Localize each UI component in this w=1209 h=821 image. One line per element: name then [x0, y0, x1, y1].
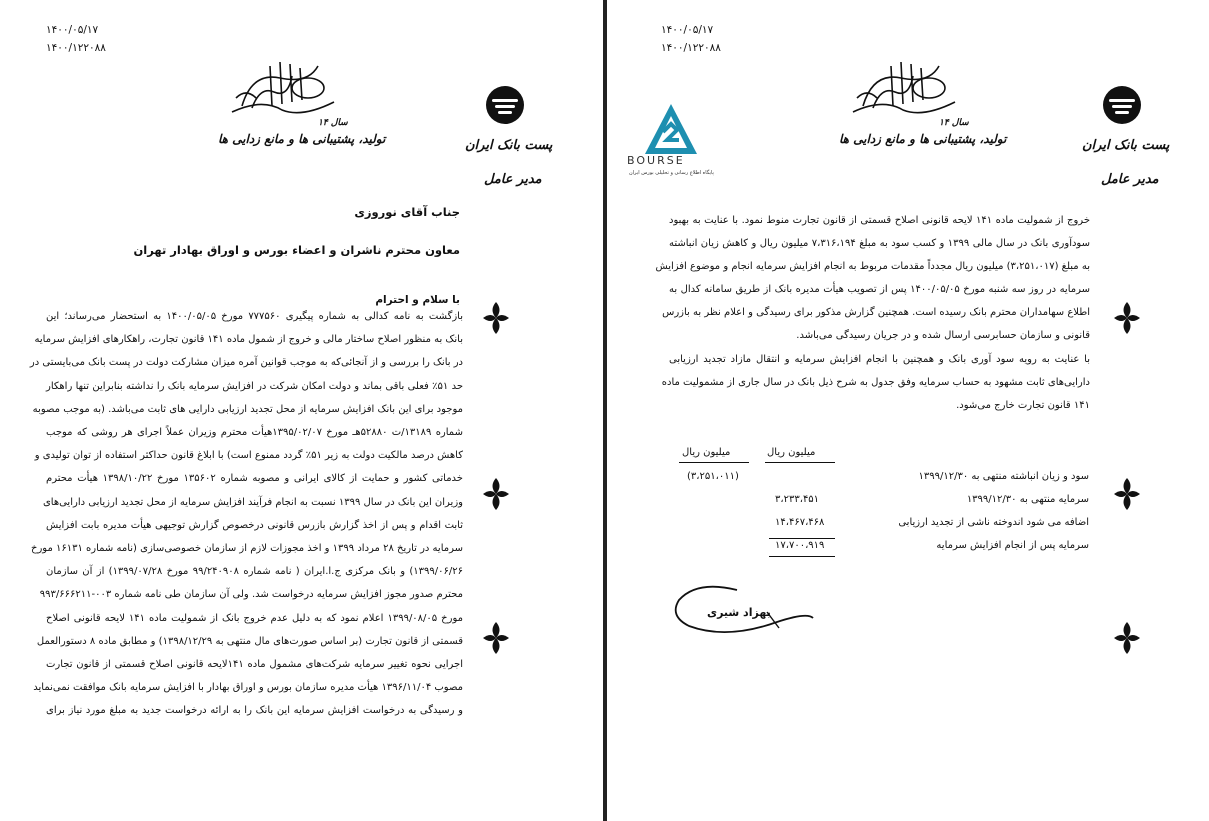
table-header-underline — [679, 462, 749, 463]
table-cell-col1: ۱۷،۷۰۰،۹۱۹ — [775, 540, 825, 551]
table-cell-col1: ۱۴،۴۶۷،۴۶۸ — [775, 517, 825, 528]
body-line: ثابت اقدام و پس از اخذ گزارش بازرس قانونی درخصوص گزارش توجیهی هیأت مدیره بابت افزایش — [46, 519, 463, 531]
body-line: ۱۳۹۹/۰۶/۲۶) و بانک مرکزی ج.ا.ایران ( نامه شماره ۹۹/۲۴۰۹۰۸ مورخ ۱۳۹۹/۰۷/۲۸) از آن سازمان — [46, 566, 463, 578]
calligraphy-emblem-icon — [222, 58, 342, 120]
table-total-underline — [769, 556, 835, 557]
year-slogan-label: سال ۱۴ — [939, 118, 969, 128]
body-line: بانک به منظور اصلاح ساختار مالی و خروج از شمول ماده ۱۴۱ قانون تجارت، راهکارهای افزایش سرمایه — [34, 334, 463, 346]
calligraphy-emblem-icon — [843, 58, 963, 120]
letter-page-2 — [607, 0, 1209, 821]
ornament-icon — [1112, 300, 1142, 336]
body-line: به مبلغ (۳،۲۵۱،۰۱۷) میلیون ریال مجدداً مقدمات مربوط به انجام افزایش سرمایه انجام و موضوع افزایش — [655, 261, 1090, 272]
body-line: مورخ ۱۳۹۹/۰۸/۰۵ اعلام نمود که به دلیل عدم خروج بانک از شمولیت ماده ۱۴۱ لایحه قانونی اصلاح — [46, 612, 463, 624]
year-slogan-label: سال ۱۴ — [318, 118, 348, 128]
letter-number: ۱۴۰۰/۱۲۲۰۸۸ — [661, 42, 721, 54]
body-line: با عنایت به رویه سود آوری بانک و همچنین با انجام افزایش سرمایه و انتقال مازاد تجدید ارزیابی — [669, 354, 1090, 365]
bourse-logo-subtitle: پایگاه اطلاع رسانی و تحلیلی بورس ایران — [629, 170, 714, 176]
ornament-icon — [1112, 620, 1142, 656]
table-row-label: سرمایه پس از انجام افزایش سرمایه — [936, 540, 1089, 551]
addressee-name: جناب آقای نوروزی — [354, 205, 460, 219]
body-line: شماره ۱۳۱۸۹/ت ۵۲۸۸۰هـ مورخ ۱۳۹۵/۰۲/۰۷هیأت محترم وزیران عملاً اجرای هر روشی که موجب — [46, 427, 463, 438]
body-line: کاهش درصد مالکیت دولت به زیر ۵۱٪ گردد ممنوع است) با ابلاغ قانون حداکثر استفاده از توان تولیدی و — [34, 450, 463, 462]
org-name: پست بانک ایران — [465, 138, 553, 153]
letter-number: ۱۴۰۰/۱۲۲۰۸۸ — [46, 42, 106, 54]
body-line: دارایی‌های ثابت مشهود به حساب سرمایه وفق جدول به شرح ذیل بانک در سال جاری از مشمولیت ماده — [661, 377, 1090, 388]
addressee-title: معاون محترم ناشران و اعضاء بورس و اوراق بهادار تهران — [133, 243, 460, 257]
body-line: اجرایی نحوه تغییر سرمایه شرکت‌های مشمول ماده ۱۴۱لایحه قانونی اصلاح قسمتی از قانون تجارت — [46, 659, 463, 670]
body-line: سودآوری بانک در سال مالی ۱۳۹۹ و کسب سود به مبلغ ۷،۳۱۶،۱۹۴ میلیون ریال و کاهش زیان انباشته — [669, 238, 1090, 249]
table-total-line — [769, 538, 835, 539]
body-line: مصوب ۱۳۹۶/۱۱/۰۴ هیأت مدیره سازمان بورس و اوراق بهادار با افزایش سرمایه بانک موافقت نمی‌نماید — [33, 682, 463, 694]
body-line: سرمایه در تاریخ ۲۸ مرداد ۱۳۹۹ و اخذ مجوزات لازم از سازمان خصوصی‌سازی (نامه شماره ۱۶۱۳۱ مورخ — [31, 543, 463, 554]
body-line: موجود برای این بانک افزایش سرمایه از محل تجدید ارزیابی دارایی های ثابت می‌باشد. (به موجب مصوبه — [32, 403, 463, 415]
body-line: قسمتی از قانون تجارت (بر اساس صورت‌های مال منتهی به ۱۳۹۸/۱۲/۲۹) و مطابق ماده ۸ دستورالعمل — [36, 635, 463, 647]
body-line: خروج از شمولیت ماده ۱۴۱ لایحه قانونی اصلاح قسمتی از قانون تجارت منوط نمود. با عنایت به بهبود — [669, 215, 1090, 226]
body-line: قانونی و سازمان حسابرسی ارسال شده و در جریان رسیدگی می‌باشد. — [796, 330, 1090, 341]
post-bank-logo-icon — [1103, 86, 1141, 124]
body-line: محترم صدور مجوز افزایش سرمایه درخواست شد. ولی آن سازمان طی نامه شماره ۰۰۳-۹۹۳/۶۶۶۲۱۱ — [39, 589, 463, 601]
body-line: ۱۴۱ قانون تجارت خارج می‌شود. — [956, 400, 1090, 411]
body-line: وزیران این بانک در سال ۱۳۹۹ نسبت به انجام فرآیند افزایش سرمایه از محل تجدید ارزیابی دارایی‌های — [42, 496, 463, 508]
table-row-label: سود و زیان انباشته منتهی به ۱۳۹۹/۱۲/۳۰ — [918, 471, 1089, 482]
table-header-col2: میلیون ریال — [682, 447, 731, 458]
body-line: و رسیدگی به درخواست افزایش سرمایه این بانک را به ارائه درخواست جدید به مبلغ مورد نیاز برای — [46, 705, 463, 717]
ornament-icon — [1112, 476, 1142, 512]
ceo-title: مدیر عامل — [1101, 172, 1159, 187]
table-header-col1: میلیون ریال — [767, 447, 816, 458]
table-row-label: سرمایه منتهی به ۱۳۹۹/۱۲/۳۰ — [966, 494, 1089, 505]
year-slogan: تولید، پشتیبانی ها و مانع زدایی ها — [218, 132, 386, 146]
body-line: بازگشت به نامه کدالی به شماره پیگیری ۷۷۷۵۶۰ مورخ ۱۴۰۰/۰۵/۰۵ به استحضار می‌رساند؛ این — [46, 311, 463, 322]
body-line: سرمایه در روز سه شنبه مورخ ۱۴۰۰/۰۵/۰۵ پس از تصویب هیأت مدیره بانک از طریق سامانه کدال به — [669, 284, 1091, 295]
body-line: اطلاع سهامداران محترم بانک رسیده است. همچنین گزارش مذکور برای رسیدگی و اعلام نظر به بازرس — [662, 307, 1090, 318]
year-slogan: تولید، پشتیبانی ها و مانع زدایی ها — [839, 132, 1007, 146]
table-cell-col1: ۳،۲۳۳،۴۵۱ — [775, 494, 820, 505]
ornament-icon — [481, 300, 511, 336]
signer-name: بهزاد شیری — [707, 606, 771, 619]
org-name: پست بانک ایران — [1082, 138, 1170, 153]
letter-date: ۱۴۰۰/۰۵/۱۷ — [46, 24, 99, 36]
letter-page-1 — [0, 0, 603, 821]
table-cell-col2: (۳،۲۵۱،۰۱۱) — [687, 471, 739, 482]
bourse-logo-text: BOURSE — [627, 154, 685, 167]
table-header-underline — [765, 462, 835, 463]
letter-date: ۱۴۰۰/۰۵/۱۷ — [661, 24, 714, 36]
greeting: با سلام و احترام — [375, 294, 460, 306]
body-line: در بانک را بررسی و از آنجائی‌که به موجب قوانین آمره میزان مشارکت دولت در پست بانک می‌بایستی در — [29, 357, 463, 369]
post-bank-logo-icon — [486, 86, 524, 124]
ornament-icon — [481, 476, 511, 512]
body-line: حد ۵۱٪ فعلی باقی بماند و دولت امکان شرکت در افزایش سرمایه بانک را نداشته بنابراین تنها راهکار — [46, 380, 464, 392]
body-line: خدماتی کشور و حمایت از کالای ایرانی و مصوبه شماره ۱۳۵۶۰۲ مورخ ۱۳۹۸/۱۰/۲۲ هیأت محترم — [46, 473, 463, 485]
table-row-label: اضافه می شود اندوخته ناشی از تجدید ارزیابی — [898, 517, 1089, 528]
ceo-title: مدیر عامل — [484, 172, 542, 187]
ornament-icon — [481, 620, 511, 656]
bourse-logo-icon — [643, 102, 699, 156]
